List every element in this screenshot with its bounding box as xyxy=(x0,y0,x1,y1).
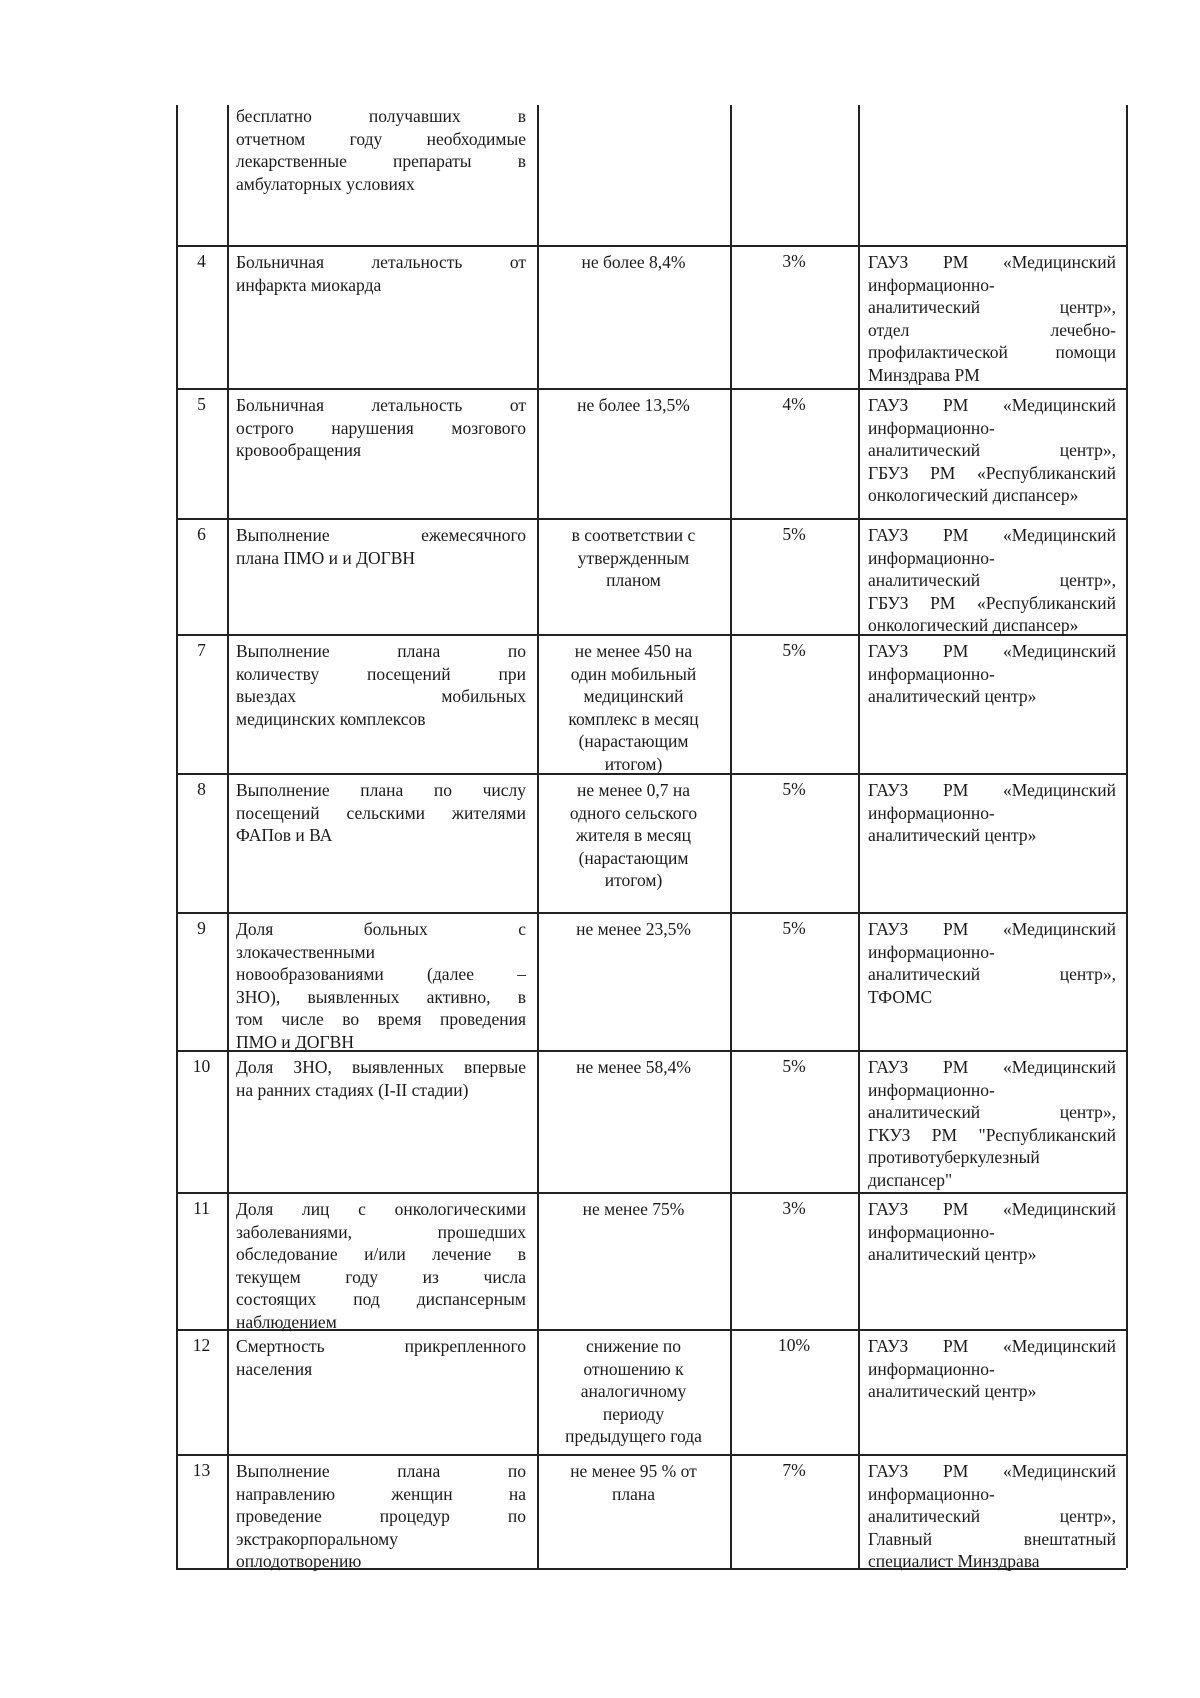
indicator-text-line: амбулаторных условиях xyxy=(236,173,415,194)
indicator-text xyxy=(236,251,526,296)
target-value-line: снижение по xyxy=(585,1336,682,1356)
target-value xyxy=(541,918,726,941)
indicator-text-line: выездах мобильных xyxy=(236,686,526,706)
indicator-text xyxy=(236,1198,526,1333)
responsible-source xyxy=(868,779,1116,847)
table-row-border xyxy=(176,1454,1126,1456)
responsible-source-line: аналитический центр» xyxy=(868,686,1037,706)
indicator-text xyxy=(236,105,526,195)
indicator-text-line: Выполнение плана по xyxy=(236,641,526,661)
responsible-source-line: противотуберкулезный xyxy=(868,1147,1040,1167)
indicator-text-line: проведение процедур по xyxy=(236,1506,526,1526)
responsible-source-line: аналитический центр» xyxy=(868,825,1037,845)
responsible-source-line: информационно- xyxy=(868,802,995,823)
indicator-text-line: том числе во время проведения xyxy=(236,1009,526,1029)
indicator-text-line: Доля ЗНО, выявленных впервые xyxy=(236,1057,526,1077)
indicator-text-line: ФАПов и ВА xyxy=(236,825,333,845)
responsible-source-line: профилактической помощи xyxy=(868,342,1116,362)
responsible-source-line: ГБУЗ РМ «Республиканский xyxy=(868,462,1116,483)
indicator-text-line: количеству посещений при xyxy=(236,663,526,684)
indicator-text-line: Доля больных с xyxy=(236,919,526,939)
weight-value: 4% xyxy=(782,394,806,414)
indicator-text-line: Выполнение плана по xyxy=(236,1461,526,1481)
row-number: 7 xyxy=(197,640,206,660)
weight-value: 5% xyxy=(782,524,806,544)
weight-value: 5% xyxy=(782,779,806,799)
responsible-source xyxy=(868,918,1116,1008)
target-value-line: один мобильный xyxy=(570,663,697,684)
target-value-line: аналогичному xyxy=(580,1381,687,1401)
responsible-source-line: аналитический центр», xyxy=(868,1102,1116,1122)
indicator-text-line: ПМО и ДОГВН xyxy=(236,1031,354,1052)
target-value-line: не менее 95 % от xyxy=(570,1461,697,1481)
responsible-source-line: аналитический центр», xyxy=(868,440,1116,460)
indicator-text-line: оплодотворению xyxy=(236,1551,362,1571)
target-value-line: жителя в месяц xyxy=(575,825,692,845)
responsible-source xyxy=(868,251,1116,386)
responsible-source-line: аналитический центр», xyxy=(868,297,1116,317)
target-value-line: не менее 58,4% xyxy=(576,1057,691,1077)
responsible-source-line: ГАУЗ РМ «Медицинский xyxy=(868,1336,1116,1356)
indicator-text-line: Выполнение плана по числу xyxy=(236,780,526,800)
indicator-text-line: плана ПМО и и ДОГВН xyxy=(236,547,416,568)
row-number: 12 xyxy=(192,1335,211,1355)
target-value-line: отношению к xyxy=(583,1358,684,1379)
indicator-text-line: злокачественными xyxy=(236,941,375,962)
indicator-text-line: новообразованиями (далее – xyxy=(236,964,526,984)
responsible-source xyxy=(868,1198,1116,1266)
indicator-text xyxy=(236,1335,526,1380)
responsible-source xyxy=(868,1460,1116,1573)
indicator-text-line: острого нарушения мозгового xyxy=(236,417,526,438)
responsible-source xyxy=(868,1335,1116,1403)
responsible-source-line: аналитический центр», xyxy=(868,570,1116,590)
responsible-source-line: ГАУЗ РМ «Медицинский xyxy=(868,1057,1116,1077)
responsible-source-line: диспансер" xyxy=(868,1169,953,1190)
indicator-text xyxy=(236,640,526,730)
responsible-source-line: информационно- xyxy=(868,1358,995,1379)
target-value xyxy=(541,1460,726,1505)
indicator-text-line: бесплатно получавших в xyxy=(236,106,526,126)
target-value-line: не менее 75% xyxy=(582,1199,685,1219)
target-value-line: предыдущего года xyxy=(565,1426,702,1446)
target-value-line: комплекс в месяц xyxy=(568,708,699,729)
target-value xyxy=(541,394,726,417)
target-value-line: не более 13,5% xyxy=(577,395,690,415)
responsible-source-line: ГКУЗ РМ "Республиканский xyxy=(868,1124,1116,1145)
responsible-source-line: информационно- xyxy=(868,274,995,295)
target-value-line: (нарастающим xyxy=(578,847,689,868)
indicator-text-line: посещений сельскими жителями xyxy=(236,802,526,823)
row-number: 4 xyxy=(197,251,206,271)
responsible-source-line: ГАУЗ РМ «Медицинский xyxy=(868,1199,1116,1219)
responsible-source-line: информационно- xyxy=(868,1483,995,1504)
indicator-text-line: текущем году из числа xyxy=(236,1266,526,1287)
row-number: 8 xyxy=(197,779,206,799)
table-column-border xyxy=(1126,105,1128,1568)
target-value xyxy=(541,251,726,274)
responsible-source xyxy=(868,524,1116,637)
target-value-line: итогом) xyxy=(604,870,663,890)
indicator-text-line: направлению женщин на xyxy=(236,1483,526,1504)
indicator-text-line: отчетном году необходимые xyxy=(236,128,526,149)
responsible-source-line: информационно- xyxy=(868,1221,995,1242)
responsible-source-line: ГАУЗ РМ «Медицинский xyxy=(868,1461,1116,1481)
indicator-text-line: инфаркта миокарда xyxy=(236,274,382,295)
indicator-text-line: медицинских комплексов xyxy=(236,708,426,729)
target-value xyxy=(541,1198,726,1221)
target-value-line: не менее 23,5% xyxy=(576,919,691,939)
responsible-source xyxy=(868,1056,1116,1191)
indicator-text xyxy=(236,524,526,569)
target-value-line: плана xyxy=(612,1483,655,1504)
weight-value: 5% xyxy=(782,1056,806,1076)
indicator-text-line: на ранних стадиях (I-II стадии) xyxy=(236,1079,469,1100)
weight-value: 10% xyxy=(777,1335,811,1355)
responsible-source xyxy=(868,394,1116,507)
responsible-source-line: онкологический диспансер» xyxy=(868,485,1079,505)
indicator-text xyxy=(236,918,526,1053)
target-value-line: не менее 450 на xyxy=(574,641,693,661)
table-row-border xyxy=(176,388,1126,390)
table-row-border xyxy=(176,518,1126,520)
row-number: 13 xyxy=(192,1460,211,1480)
indicator-text-line: Смертность прикрепленного xyxy=(236,1336,526,1356)
indicator-text-line: лекарственные препараты в xyxy=(236,151,526,171)
responsible-source-line: Минздрава РМ xyxy=(868,364,980,385)
indicator-text-line: заболеваниями, прошедших xyxy=(236,1221,526,1242)
indicator-text xyxy=(236,1460,526,1573)
responsible-source-line: отдел лечебно- xyxy=(868,319,1116,340)
indicator-text-line: населения xyxy=(236,1358,313,1379)
responsible-source-line: ГАУЗ РМ «Медицинский xyxy=(868,395,1116,415)
indicator-text-line: экстракорпоральному xyxy=(236,1528,398,1549)
responsible-source-line: аналитический центр» xyxy=(868,1244,1037,1264)
indicator-text-line: Больничная летальность от xyxy=(236,252,526,272)
responsible-source-line: информационно- xyxy=(868,941,995,962)
table-column-border xyxy=(227,105,229,1568)
target-value xyxy=(541,1335,726,1448)
row-number: 6 xyxy=(197,524,206,544)
row-number: 5 xyxy=(197,394,206,414)
responsible-source-line: ГАУЗ РМ «Медицинский xyxy=(868,780,1116,800)
responsible-source-line: аналитический центр» xyxy=(868,1381,1037,1401)
indicator-text-line: Больничная летальность от xyxy=(236,395,526,415)
target-value xyxy=(541,1056,726,1079)
table-row-border xyxy=(176,1192,1126,1194)
target-value-line: не менее 0,7 на xyxy=(576,780,690,800)
indicator-text-line: Выполнение ежемесячного xyxy=(236,525,526,545)
target-value-line: периоду xyxy=(602,1403,665,1424)
responsible-source-line: ГАУЗ РМ «Медицинский xyxy=(868,252,1116,272)
target-value xyxy=(541,640,726,775)
responsible-source-line: ТФОМС xyxy=(868,986,933,1007)
responsible-source xyxy=(868,640,1116,708)
table-row-border xyxy=(176,245,1126,247)
target-value-line: планом xyxy=(606,570,661,590)
responsible-source-line: Главный внештатный xyxy=(868,1528,1116,1549)
target-value-line: в соответствии с xyxy=(571,525,696,545)
responsible-source-line: аналитический центр», xyxy=(868,964,1116,984)
weight-value: 3% xyxy=(782,1198,806,1218)
indicator-text-line: состоящих под диспансерным xyxy=(236,1289,526,1309)
responsible-source-line: ГБУЗ РМ «Республиканский xyxy=(868,592,1116,613)
indicator-text-line: кровообращения xyxy=(236,440,362,460)
target-value-line: не более 8,4% xyxy=(581,252,686,272)
weight-value: 7% xyxy=(782,1460,806,1480)
indicator-text xyxy=(236,394,526,462)
indicator-text-line: обследование и/или лечение в xyxy=(236,1244,526,1264)
table-column-border xyxy=(858,105,860,1568)
responsible-source-line: информационно- xyxy=(868,1079,995,1100)
indicator-text xyxy=(236,779,526,847)
target-value-line: утвержденным xyxy=(577,547,690,568)
indicator-text-line: ЗНО), выявленных активно, в xyxy=(236,986,526,1007)
responsible-source-line: информационно- xyxy=(868,663,995,684)
weight-value: 5% xyxy=(782,640,806,660)
indicator-text xyxy=(236,1056,526,1101)
responsible-source-line: онкологический диспансер» xyxy=(868,615,1079,635)
row-number: 11 xyxy=(193,1198,210,1218)
responsible-source-line: аналитический центр», xyxy=(868,1506,1116,1526)
indicator-text-line: наблюдением xyxy=(236,1311,337,1332)
target-value-line: одного сельского xyxy=(569,802,698,823)
table-row-border xyxy=(176,912,1126,914)
weight-value: 3% xyxy=(782,251,806,271)
row-number: 10 xyxy=(192,1056,211,1076)
weight-value: 5% xyxy=(782,918,806,938)
target-value xyxy=(541,779,726,892)
responsible-source-line: информационно- xyxy=(868,417,995,438)
responsible-source-line: информационно- xyxy=(868,547,995,568)
row-number: 9 xyxy=(197,918,206,938)
responsible-source-line: ГАУЗ РМ «Медицинский xyxy=(868,641,1116,661)
target-value-line: (нарастающим xyxy=(578,731,689,751)
responsible-source-line: специалист Минздрава xyxy=(868,1551,1040,1571)
indicator-text-line: Доля лиц с онкологическими xyxy=(236,1199,526,1219)
responsible-source-line: ГАУЗ РМ «Медицинский xyxy=(868,525,1116,545)
responsible-source-line: ГАУЗ РМ «Медицинский xyxy=(868,919,1116,939)
target-value-line: итогом) xyxy=(604,753,663,774)
target-value xyxy=(541,524,726,592)
table-column-border xyxy=(537,105,539,1568)
target-value-line: медицинский xyxy=(583,686,684,706)
